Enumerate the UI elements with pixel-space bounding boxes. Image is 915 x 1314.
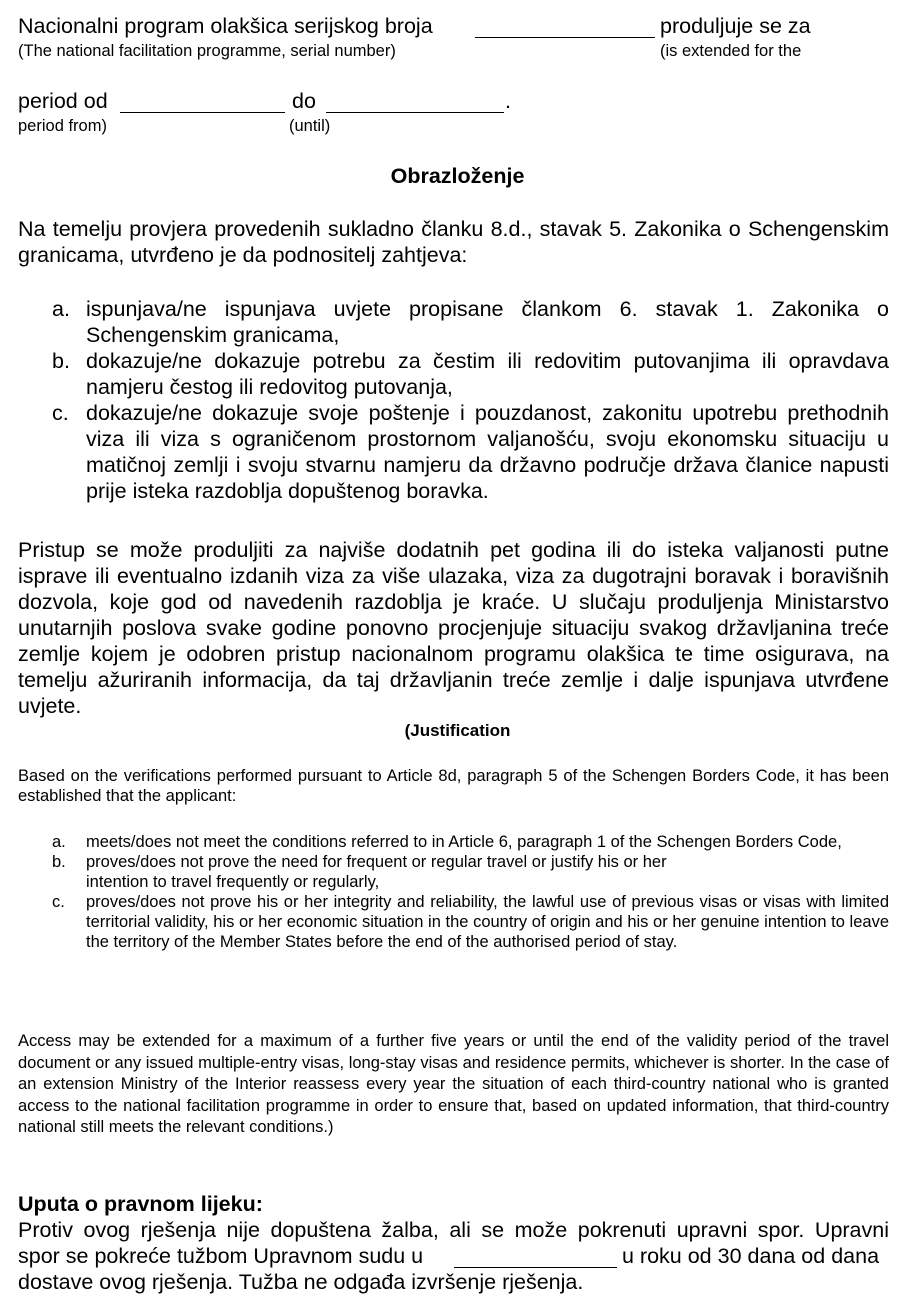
condition-item-b-en: b. proves/does not prove the need for frequent or regular travel or justify his or her intention to travel frequently or regularly,: [52, 853, 667, 891]
period-from-label-hr: period od: [18, 89, 108, 113]
justification-title-hr: Obrazloženje: [390, 164, 525, 188]
extension-paragraph-en: Access may be extended for a maximum of a further five years or until the end of the validity period of the travel document or any issued multiple-entry visas, long-stay visas and residence permits, whichever is shorter. In the case of an extension Ministry of the Interior reassess every year the situation of each third-country national who is granted access to the national facilitation programme in order to ensure that, based on updated information, that third-country national still meets the relevant conditions.): [18, 1032, 889, 1136]
conditions-list-en: [52, 832, 889, 952]
serial-label-en: (The national facilitation programme, serial number): [18, 42, 396, 60]
extension-paragraph-hr: Pristup se može produljiti za najviše dodatnih pet godina ili do isteka valjanosti putne isprave ili eventualno izdanih viza za više ulazaka, viza za dugotrajni boravak i boravišnih dozvola, koje god od navedenih razdoblja je kraće. U slučaju produljenja Ministarstvo unutarnjih poslova svake godine ponovno procjenjuje situaciju svakog državljanina treće zemlje kojem je odobren pristup nacionalnom programu olakšica te time osigurava, na temelju ažuriranih informacija, da taj državljanin treće zemlje i dalje ispunjava utvrđene uvjete.: [18, 538, 889, 718]
serial-number-line: [18, 13, 433, 39]
period-until-label-en: (until): [289, 117, 331, 135]
period-until-field[interactable]: [326, 94, 504, 113]
legal-remedy-line-1: Protiv ovog rješenja nije dopuštena žalba, ali se može pokrenuti upravni spor. Upravni: [18, 1218, 889, 1242]
legal-remedy-line-3: dostave ovog rješenja. Tužba ne odgađa izvršenje rješenja.: [18, 1270, 584, 1294]
period-from-label-en: period from): [18, 117, 107, 135]
condition-item-c-hr: c. dokazuje/ne dokazuje svoje poštenje i pouzdanost, zakonitu upotrebu prethodnih viza ili viza s ograničenom prostornom valjanošću, svoju ekonomsku situaciju u matičnoj zemlji i svoju stvarnu namjeru da državno područje država članice napusti prije isteka razdoblja dopuštenog boravka.: [52, 401, 889, 503]
justification-intro-hr: Na temelju provjera provedenih sukladno članku 8.d., stavak 5. Zakonika o Schengenskim granicama, utvrđeno je da podnositelj zahtjeva:: [18, 217, 889, 267]
legal-remedy-line-2-prefix: spor se pokreće tužbom Upravnom sudu u: [18, 1244, 424, 1268]
condition-item-c-en: c. proves/does not prove his or her integrity and reliability, the lawful use of previous visas or visas with limited territorial validity, his or her economic situation in the country of origin and his or her genuine intention to leave the territory of the Member States before the end of the authorised period of stay.: [52, 893, 889, 951]
period-until-label-hr: do: [292, 89, 316, 113]
extended-label-en: (is extended for the: [660, 42, 802, 60]
court-location-field[interactable]: [454, 1249, 617, 1268]
condition-item-a-en: a. meets/does not meet the conditions referred to in Article 6, paragraph 1 of the Schengen Borders Code,: [52, 833, 842, 851]
period-end-dot: .: [505, 89, 511, 113]
period-from-field[interactable]: [120, 94, 285, 113]
extended-label-hr: produljuje se za: [660, 14, 811, 38]
condition-item-b-hr: b. dokazuje/ne dokazuje potrebu za čestim ili redovitim putovanjima ili opravdava namjeru čestog ili redovitog putovanja,: [52, 349, 889, 399]
justification-title-en: (Justification: [404, 721, 511, 740]
legal-remedy-title: Uputa o pravnom lijeku:: [18, 1192, 263, 1216]
justification-intro-en: Based on the verifications performed pursuant to Article 8d, paragraph 5 of the Schengen Borders Code, it has been established that the applicant:: [18, 767, 889, 805]
legal-remedy-line-2-suffix: u roku od 30 dana od dana: [622, 1244, 880, 1268]
serial-number-field[interactable]: [475, 19, 655, 38]
serial-label-hr: Nacionalni program olakšica serijskog broja: [18, 14, 433, 38]
condition-item-a-hr: a. ispunjava/ne ispunjava uvjete propisane člankom 6. stavak 1. Zakonika o Schengenskim granicama,: [52, 297, 889, 347]
conditions-list-hr: [52, 296, 889, 504]
